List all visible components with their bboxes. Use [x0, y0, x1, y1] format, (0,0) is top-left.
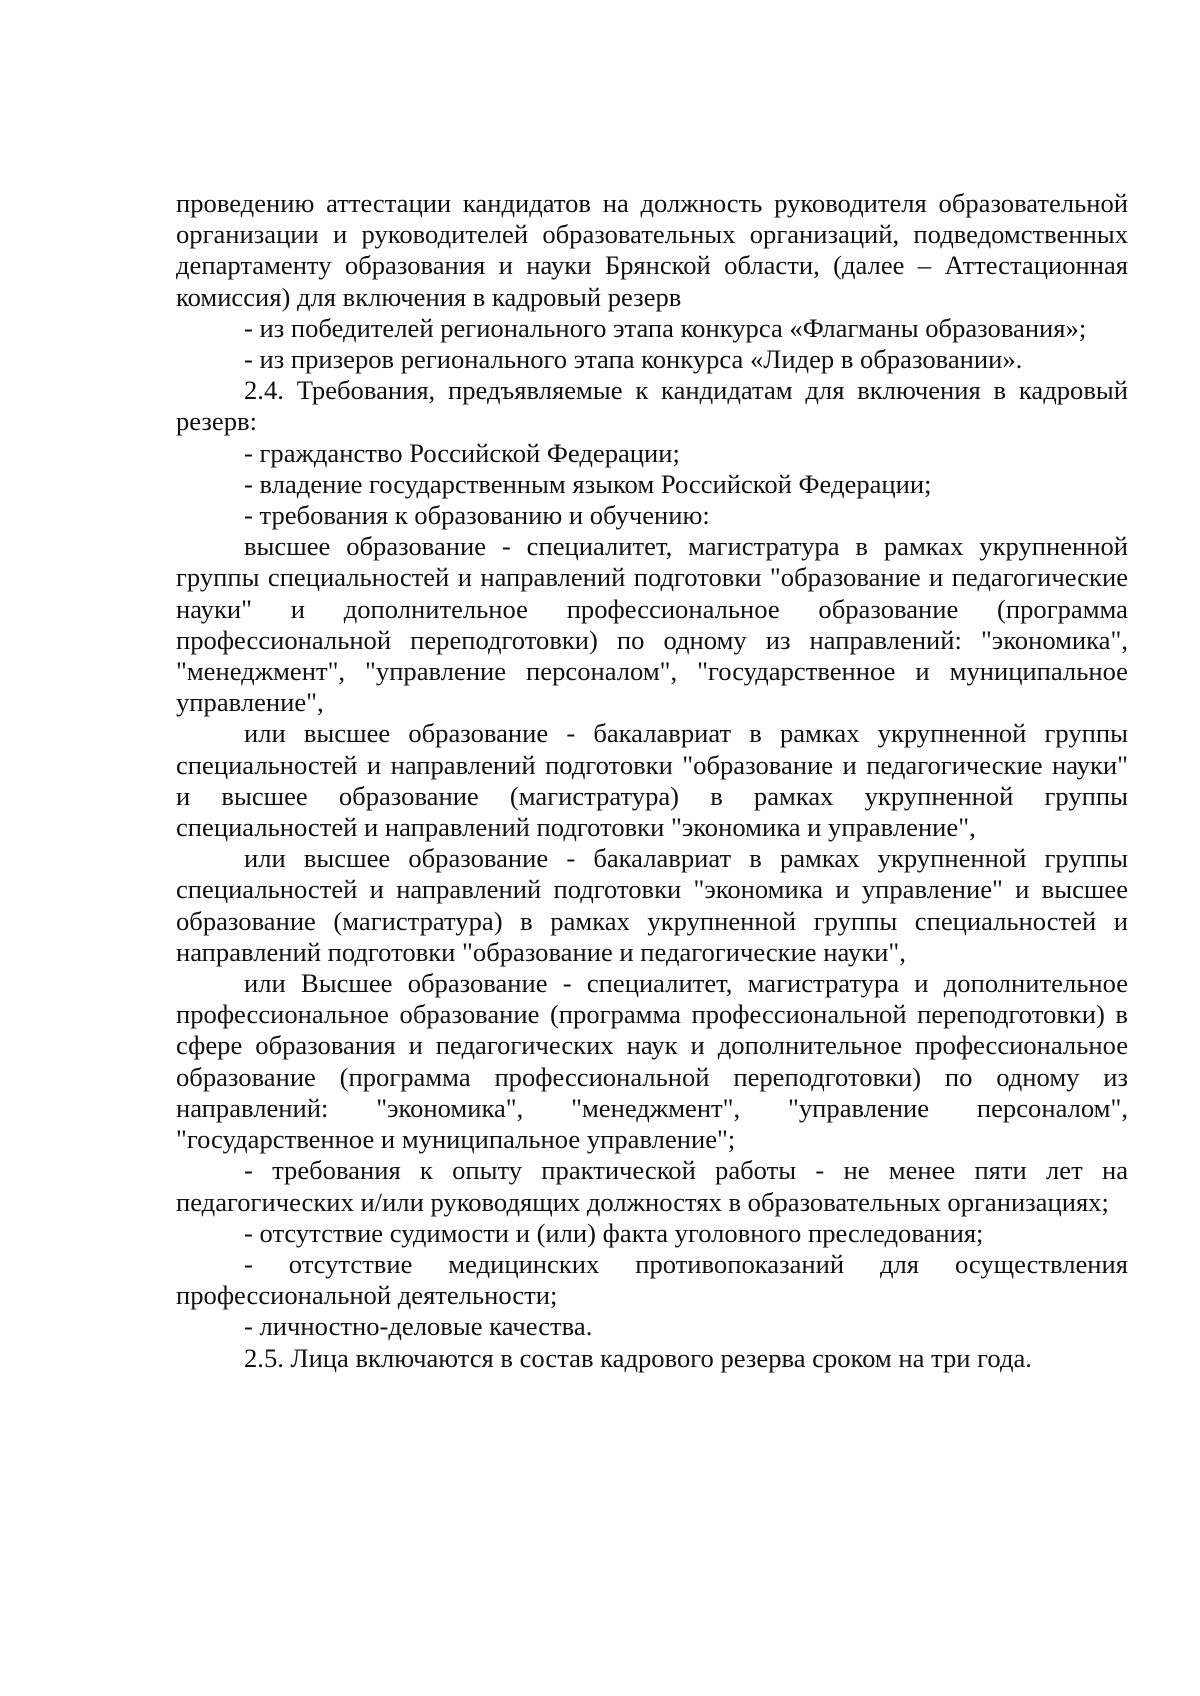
requirement-education-heading: - требования к образованию и обучению: — [244, 500, 710, 531]
requirement-language: - владение государственным языком Российской Федерации; — [244, 468, 932, 499]
requirement-citizenship: - гражданство Российской Федерации; — [244, 437, 680, 468]
section-2-4-heading: 2.4. Требования, предъявляемые к кандидатам для включения в кадровый резерв: — [176, 375, 1128, 437]
section-2-5-term: 2.5. Лица включаются в состав кадрового резерва сроком на три года. — [244, 1342, 1032, 1373]
requirement-personal-qualities: - личностно-деловые качества. — [244, 1311, 593, 1342]
requirement-no-criminal-record: - отсутствие судимости и (или) факта уголовного преследования; — [244, 1217, 984, 1248]
paragraph-commission-continuation: проведению аттестации кандидатов на должность руководителя образовательной организации и руководителей образовательных организаций, подведомственных департаменту образования и науки Брянской области, (далее – Аттестационная комиссия) для включения в кадровый резерв — [176, 188, 1128, 312]
document-body — [176, 188, 1128, 1374]
education-option-4: или Высшее образование - специалитет, магистратура и дополнительное профессиональное образование (программа профессиональной переподготовки) в сфере образования и педагогических наук и дополнительное профессиональное образование (программа профессиональной переподготовки) по одному из направлений: "экономика", "менеджмент", "управление персоналом", "государственное и муниципальное управление"; — [176, 968, 1128, 1155]
list-item-leader-prizewinners: - из призеров регионального этапа конкурса «Лидер в образовании». — [244, 344, 1023, 375]
education-option-1: высшее образование - специалитет, магистратура в рамках укрупненной группы специальностей и направлений подготовки "образование и педагогические науки" и дополнительное профессиональное образование (программа профессиональной переподготовки) по одному из направлений: "экономика", "менеджмент", "управление персоналом", "государственное и муниципальное управление", — [176, 531, 1128, 718]
requirement-no-medical-contraindications: - отсутствие медицинских противопоказаний для осуществления профессиональной деятельности; — [176, 1248, 1128, 1311]
education-option-3: или высшее образование - бакалавриат в рамках укрупненной группы специальностей и направлений подготовки "экономика и управление" и высшее образование (магистратура) в рамках укрупненной группы специальностей и направлений подготовки "образование и педагогические науки", — [176, 843, 1128, 967]
education-option-2: или высшее образование - бакалавриат в рамках укрупненной группы специальностей и направлений подготовки "образование и педагогические науки" и высшее образование (магистратура) в рамках укрупненной группы специальностей и направлений подготовки "экономика и управление", — [176, 718, 1128, 843]
requirement-experience: - требования к опыту практической работы - не менее пяти лет на педагогических и/или руководящих должностях в образовательных организациях; — [176, 1155, 1128, 1217]
list-item-flagships-winners: - из победителей регионального этапа конкурса «Флагманы образования»; — [244, 312, 1087, 343]
